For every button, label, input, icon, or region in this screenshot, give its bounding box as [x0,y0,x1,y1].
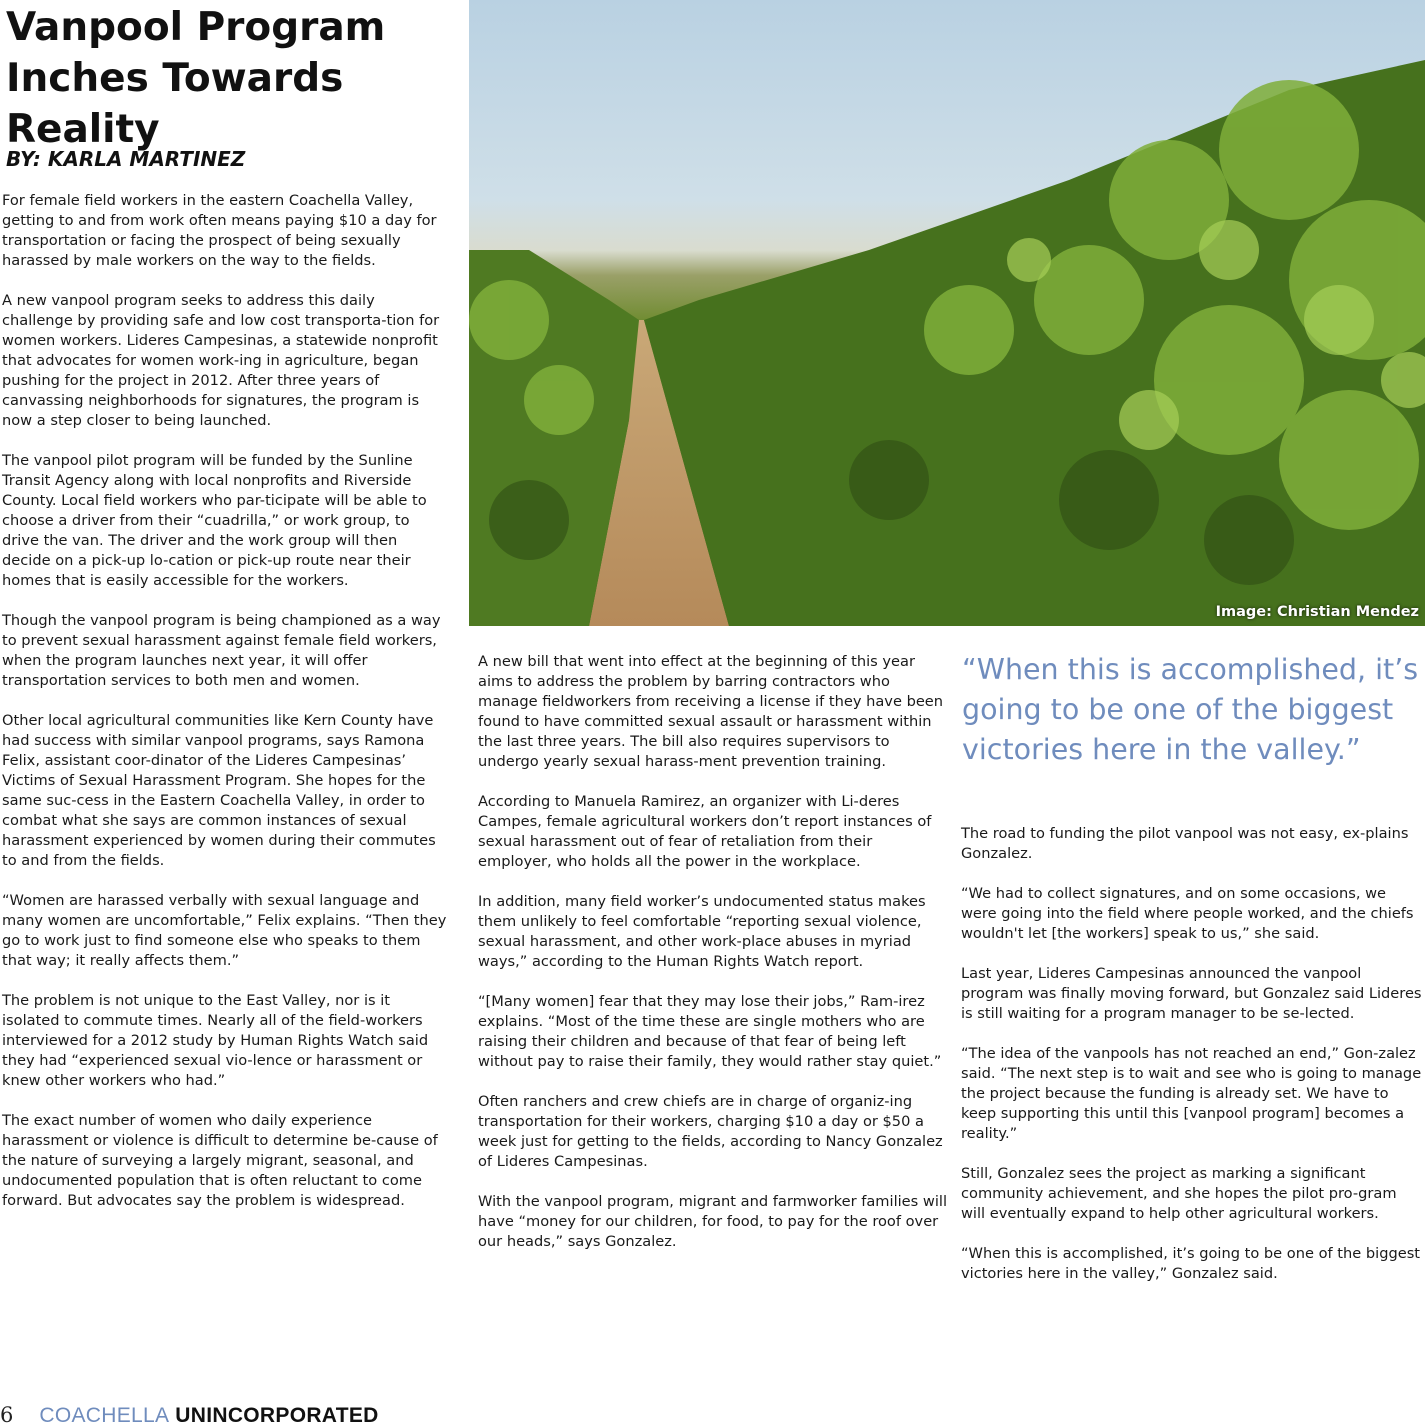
paragraph: A new bill that went into effect at the beginning of this year aims to address the problem by barring contractors who manage fieldworkers from receiving a license if they have been found to have committed sexual assault or harassment within the last three years. The bill also requires supervisors to undergo yearly sexual harass-ment prevention training. [478,653,944,770]
article-title: Vanpool Program Inches Towards Reality [6,5,386,152]
paragraph: Other local agricultural communities like Kern County have had success with similar vanpool programs, says Ramona Felix, assistant coor-dinator of the Lideres Campesinas’ Victims of Sexual Harassment Program. She hopes for the same suc-cess in the Eastern Coachella Valley, in order to combat what she says are common instances of sexual harassment experienced by women during their commutes to and from the fields. [2,712,436,869]
paragraph: Though the vanpool program is being championed as a way to prevent sexual harassment against female field workers, when the program launches next year, it will offer transportation services to both men and women. [2,612,441,689]
article-column-left [2,191,447,1231]
paragraph: “We had to collect signatures, and on some occasions, we were going into the field where people worked, and the chiefs wouldn't let [the workers] speak to us,” she said. [961,885,1414,942]
paragraph: “The idea of the vanpools has not reached an end,” Gon-zalez said. “The next step is to wait and see who is going to manage the project because the funding is already set. We have to keep supporting this until this [vanpool program] becomes a reality.” [961,1045,1422,1142]
article-column-middle [478,652,948,1272]
publication-name-light: COACHELLA [39,1404,170,1427]
paragraph: A new vanpool program seeks to address this daily challenge by providing safe and low cost transporta-tion for women workers. Lideres Campesinas, a statewide nonprofit that advocates for women work-ing in agriculture, began pushing for the project in 2012. After three years of canvassing neighborhoods for signatures, the program is now a step closer to being launched. [2,292,440,429]
paragraph: “When this is accomplished, it’s going to be one of the biggest victories here in the valley,” Gonzalez said. [961,1245,1421,1282]
page-footer [0,1403,379,1425]
paragraph: Often ranchers and crew chiefs are in charge of organiz-ing transportation for their workers, charging $10 a day or $50 a week just for getting to the fields, according to Nancy Gonzalez of Lideres Campesinas. [478,1093,943,1170]
photo-credit: Image: Christian Mendez [1215,604,1419,620]
vineyard-illustration [469,0,1425,626]
paragraph: In addition, many field worker’s undocumented status makes them unlikely to feel comfortable “reporting sexual violence, sexual harassment, and other work-place abuses in myriad ways,” according to the Human Rights Watch report. [478,893,926,970]
article-column-right [961,824,1423,1304]
paragraph: With the vanpool program, migrant and farmworker families will have “money for our children, for food, to pay for the roof over our heads,” says Gonzalez. [478,1193,947,1250]
publication-name-bold: UNINCORPORATED [175,1404,379,1427]
paragraph: The problem is not unique to the East Valley, nor is it isolated to commute times. Nearly all of the field-workers interviewed for a 2012 study by Human Rights Watch said they had “experienced sexual vio-lence or harassment or knew other workers who had.” [2,992,429,1089]
paragraph: Still, Gonzalez sees the project as marking a significant community achievement, and she hopes the pilot pro-gram will eventually expand to help other agricultural workers. [961,1165,1397,1222]
paragraph: The road to funding the pilot vanpool was not easy, ex-plains Gonzalez. [961,825,1409,862]
paragraph: “Women are harassed verbally with sexual language and many women are uncomfortable,” Felix explains. “Then they go to work just to find someone else who speaks to them that way; it really affects them.” [2,892,447,969]
page-number: 6 [0,1403,14,1427]
article-byline: BY: KARLA MARTINEZ [6,147,246,171]
paragraph: Last year, Lideres Campesinas announced the vanpool program was finally moving forward, but Gonzalez said Lideres is still waiting for a program manager to be se-lected. [961,965,1422,1022]
pull-quote: “When this is accomplished, it’s going to be one of the biggest victories here in the valley.” [962,653,1419,766]
paragraph: The exact number of women who daily experience harassment or violence is difficult to determine be-cause of the nature of surveying a largely migrant, seasonal, and undocumented population that is often reluctant to come forward. But advocates say the problem is widespread. [2,1112,438,1209]
paragraph: According to Manuela Ramirez, an organizer with Li-deres Campes, female agricultural workers don’t report instances of sexual harassment out of fear of retaliation from their employer, who holds all the power in the workplace. [478,793,932,870]
paragraph: For female field workers in the eastern Coachella Valley, getting to and from work often means paying $10 a day for transportation or facing the prospect of being sexually harassed by male workers on the way to the fields. [2,192,437,269]
paragraph: “[Many women] fear that they may lose their jobs,” Ram-irez explains. “Most of the time these are single mothers who are raising their children and because of that fear of being left without pay to raise their family, they would rather stay quiet.” [478,993,942,1070]
vineyard-photo [469,0,1425,626]
paragraph: The vanpool pilot program will be funded by the Sunline Transit Agency along with local nonprofits and Riverside County. Local field workers who par-ticipate will be able to choose a driver from their “cuadrilla,” or work group, to drive the van. The driver and the work group will then decide on a pick-up lo-cation or pick-up route near their homes that is easily accessible for the workers. [2,452,427,589]
